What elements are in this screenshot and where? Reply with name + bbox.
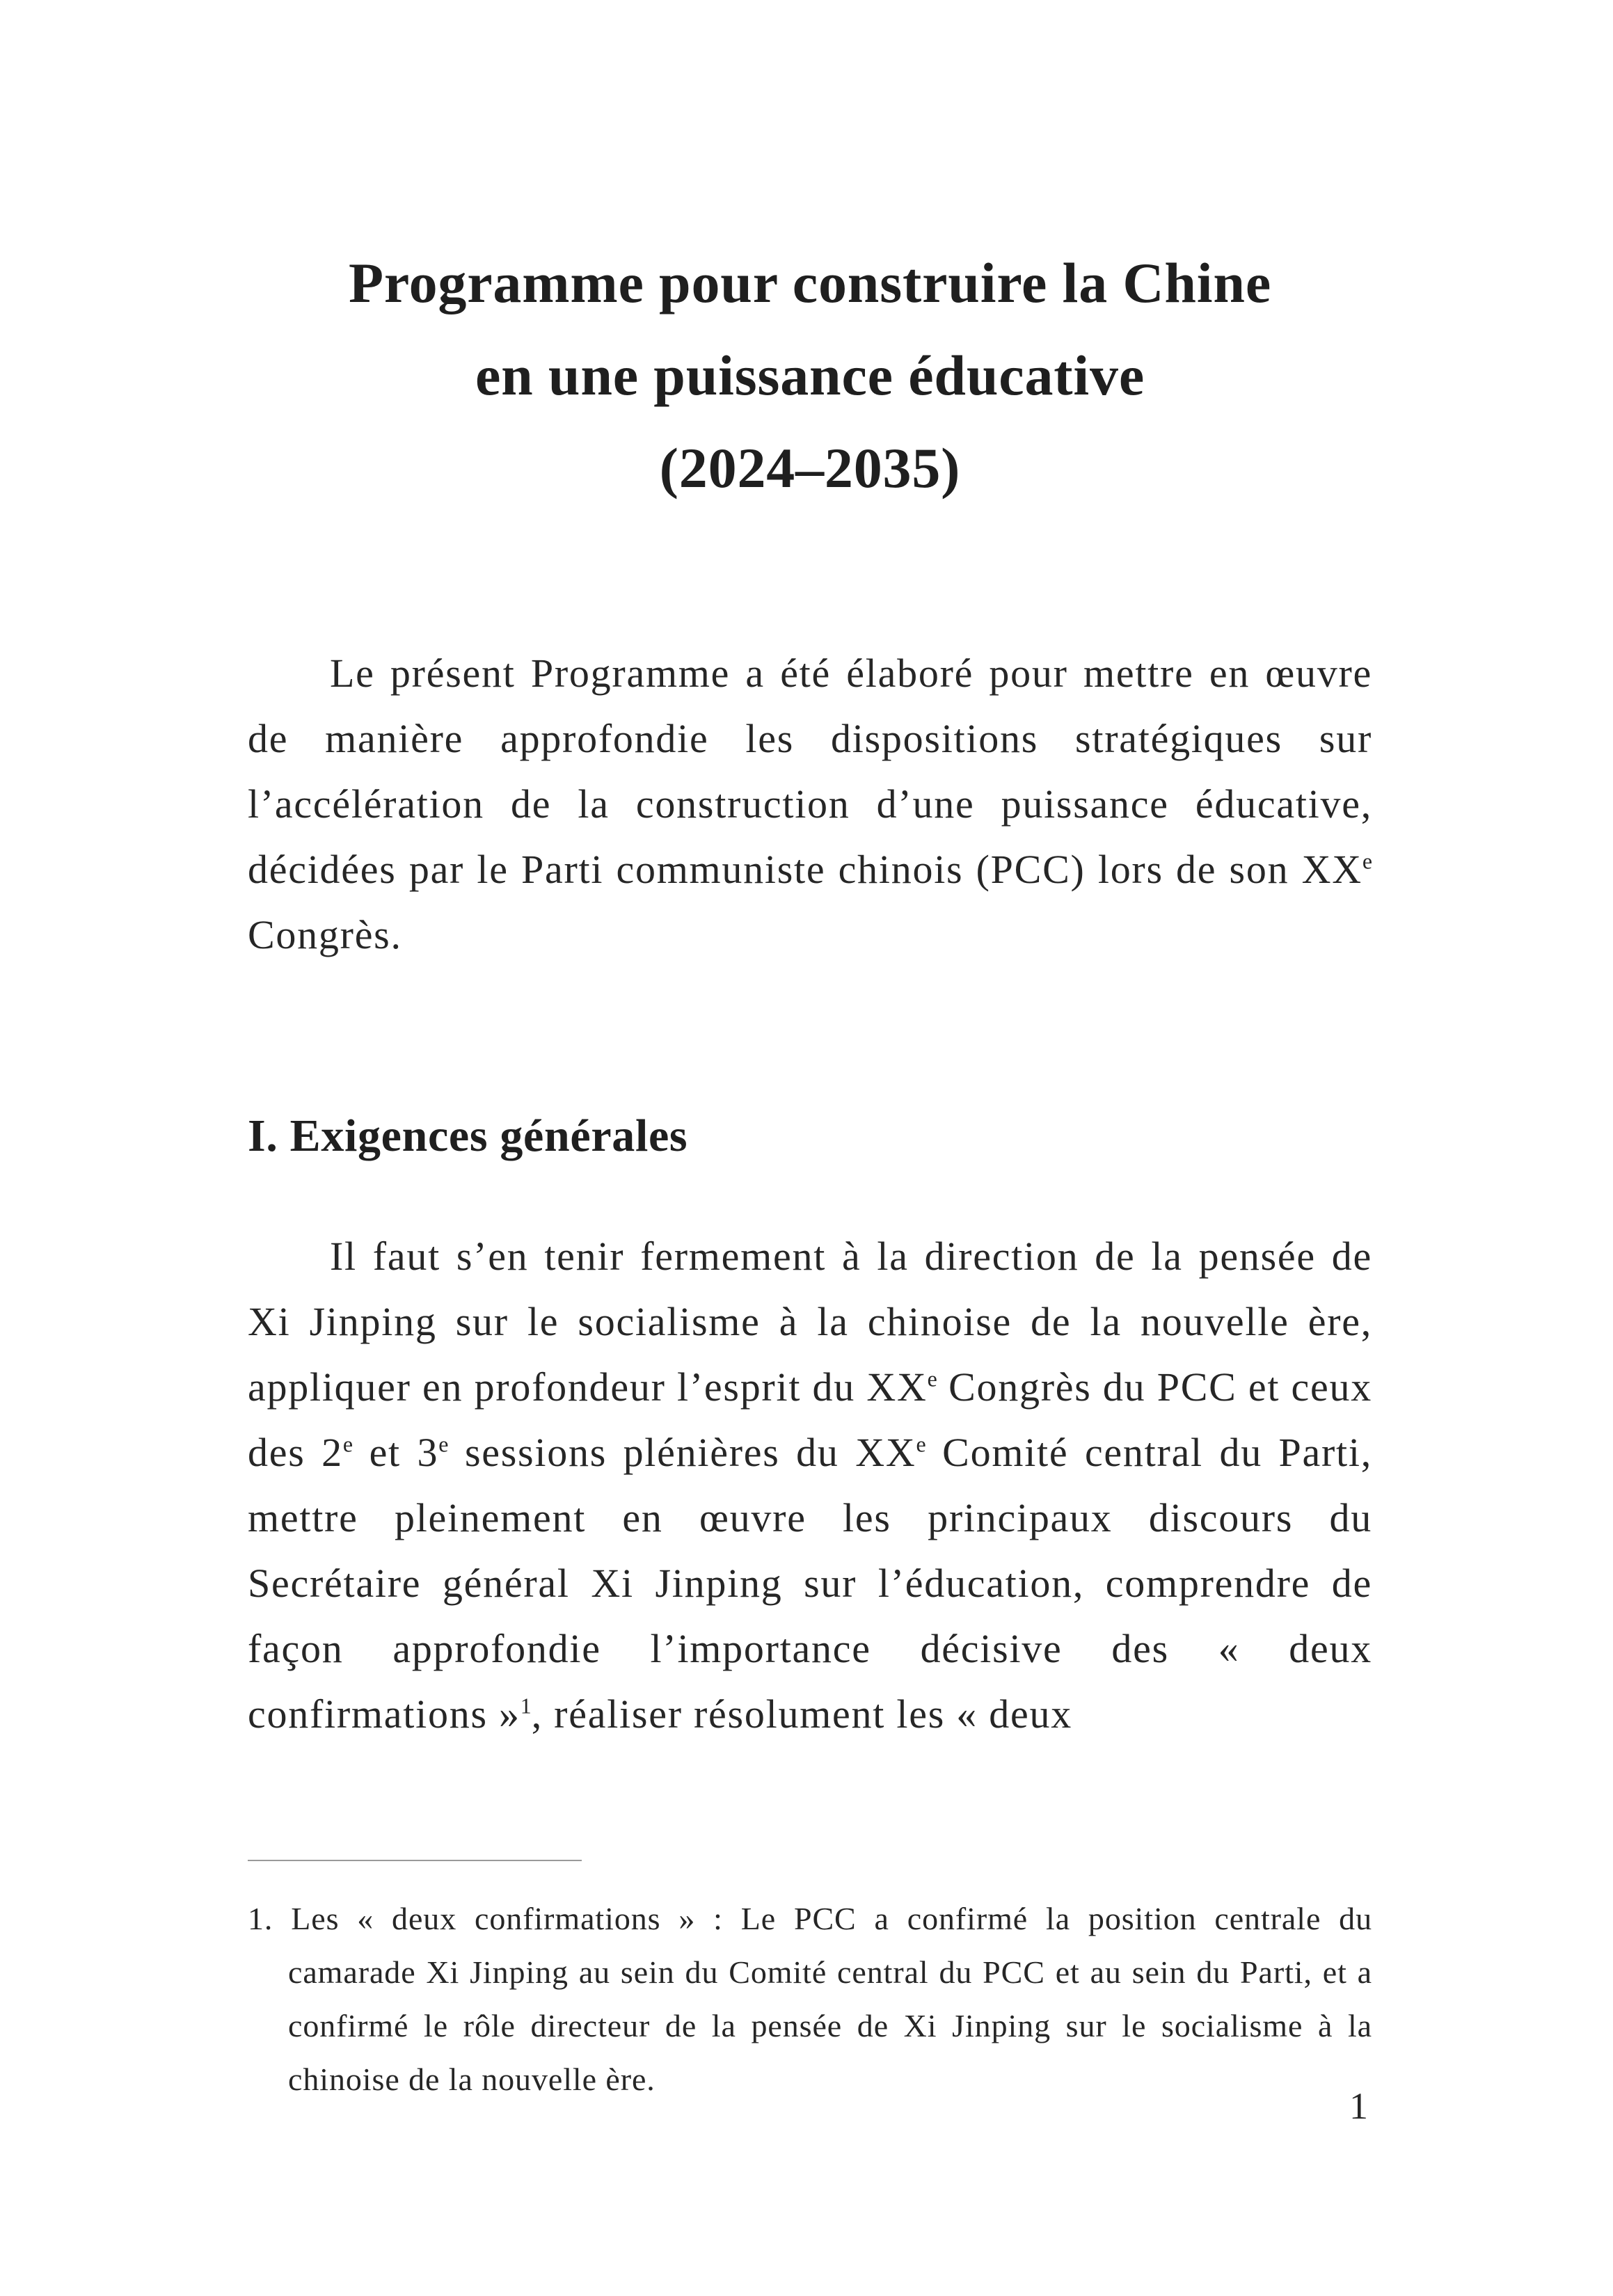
footnote-divider — [248, 1860, 582, 1861]
document-title — [248, 237, 1372, 514]
title-line-2: en une puissance éducative — [475, 344, 1145, 407]
footnote-area — [248, 1860, 1372, 2106]
title-line-1: Programme pour construire la Chine — [348, 251, 1272, 314]
footnote-text: 1. Les « deux confirmations » : Le PCC a confirmé la position centrale du camarade Xi Jinping au sein du Comité central du PCC et au sein du Parti, et a confirmé le rôle directeur de la pensée de Xi Jinping sur le socialisme à la chinoise de la nouvelle ère. — [248, 1901, 1372, 2097]
page-number: 1 — [1349, 2085, 1368, 2127]
page-content — [0, 237, 1613, 2106]
intro-paragraph: Le présent Programme a été élaboré pour mettre en œuvre de manière approfondie les dispositions stratégiques sur l’accélération de la construction d’une puissance éducative, décidées par le Parti communiste chinois (PCC) lors de son XXe Congrès. — [248, 651, 1372, 957]
title-line-3: (2024–2035) — [659, 436, 961, 500]
section-heading: I. Exigences générales — [248, 1110, 688, 1161]
section-paragraph: Il faut s’en tenir fermement à la direction de la pensée de Xi Jinping sur le socialisme à la chinoise de la nouvelle ère, appliquer en profondeur l’esprit du XXe Congrès du PCC et ceux des 2e et 3e sessions plénières du XXe Comité central du Parti, mettre pleinement en œuvre les principaux discours du Secrétaire général Xi Jinping sur l’éducation, comprendre de façon approfondie l’importance décisive des « deux confirmations »$^1$, réaliser résolument les « deux — [248, 1234, 1373, 1737]
